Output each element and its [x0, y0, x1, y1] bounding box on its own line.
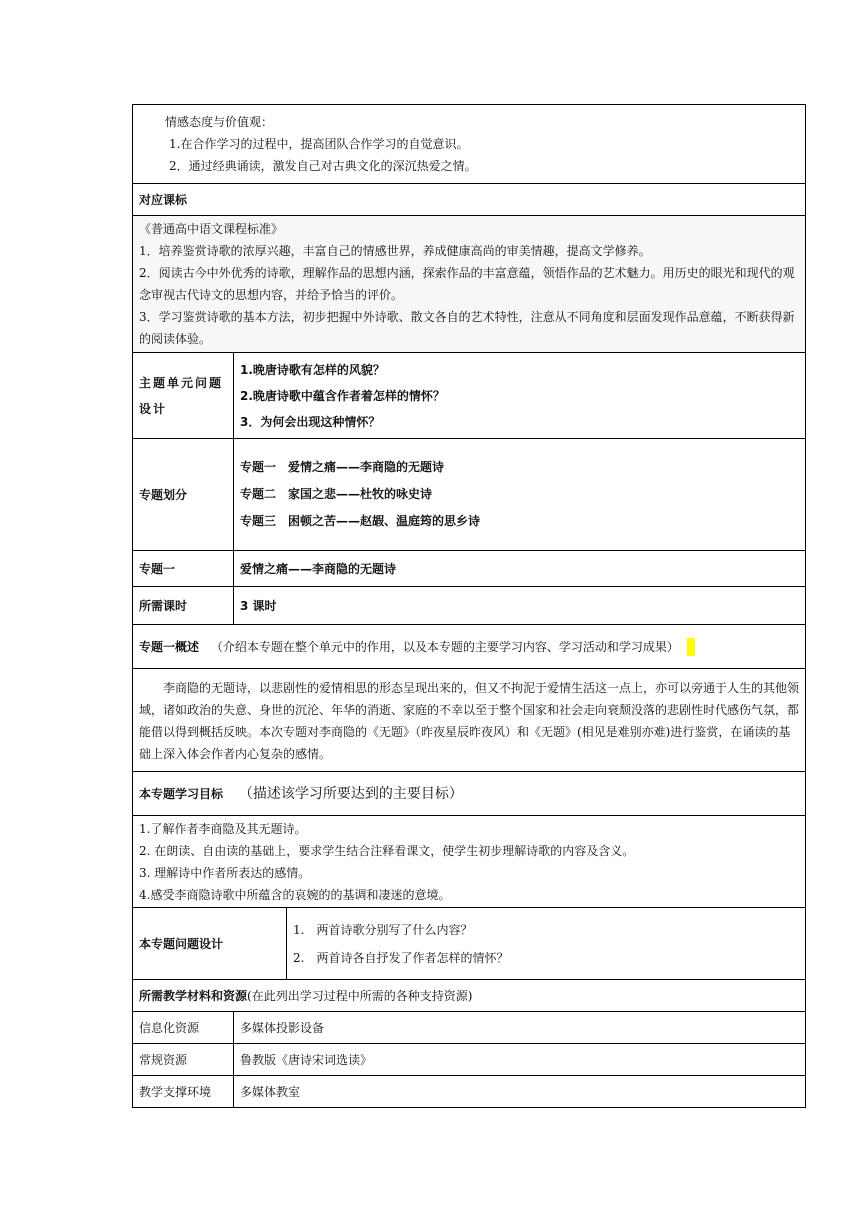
- topic-question-2: 2. 两首诗各自抒发了作者怎样的情怀？: [293, 951, 509, 965]
- goal-item-2: 2. 在朗读、自由读的基础上，要求学生结合注释看课文，使学生初步理解诗歌的内容及含义。: [139, 844, 635, 858]
- emotion-row: [133, 105, 805, 183]
- unit-question-1: 1.晚唐诗歌有怎样的风貌？: [240, 363, 385, 377]
- resources-header: [133, 985, 478, 1007]
- resource-label-1: 信息化资源: [139, 1020, 200, 1035]
- standards-item-1: 1．培养鉴赏诗歌的浓厚兴趣，丰富自己的情感世界，养成健康高尚的审美情趣，提高文学修养。: [139, 244, 651, 258]
- resource-label-3: 教学支撑环境: [139, 1084, 212, 1099]
- resource-value-1: 多媒体投影设备: [233, 1012, 805, 1043]
- standards-label: 对应课标: [139, 192, 188, 207]
- unit-question-3: 3．为何会出现这种情怀？: [240, 415, 381, 429]
- topic1-label: 专题一: [139, 561, 176, 576]
- resource-row-2: [133, 1043, 805, 1075]
- overview-text-row: [133, 668, 805, 771]
- topic-item-1: 专题一 爱情之痛——李商隐的无题诗: [240, 460, 445, 474]
- overview-header: [133, 636, 701, 658]
- hours-label: 所需课时: [139, 598, 188, 613]
- resource-label-2: 常规资源: [139, 1052, 188, 1067]
- emotion-item-1: 1.在合作学习的过程中，提高团队合作学习的自觉意识。: [169, 137, 469, 151]
- topic1-row: [133, 550, 805, 586]
- standards-item-2: 2．阅读古今中外优秀的诗歌，理解作品的思想内涵，探索作品的丰富意蕴，领悟作品的艺术魅力。用历史的眼光和现代的观念审视古代诗文的思想内容，并给予恰当的评价。: [139, 266, 795, 302]
- standards-label-row: [133, 183, 805, 215]
- topic1-value: 爱情之痛——李商隐的无题诗: [233, 551, 805, 586]
- topic-item-3: 专题三 困顿之苦——赵嘏、温庭筠的思乡诗: [240, 514, 481, 528]
- emotion-cell: [133, 105, 805, 183]
- goals-note: （描述该学习所要达到的主要目标）: [238, 785, 463, 802]
- lesson-plan-table: [132, 104, 806, 1108]
- unit-questions-row: [133, 352, 805, 438]
- topic-questions-label: 本专题问题设计: [139, 936, 224, 951]
- unit-questions-label: 主题单元问题设计: [139, 375, 224, 416]
- emotion-item-2: 2．通过经典诵读，激发自己对古典文化的深沉热爱之情。: [169, 159, 477, 173]
- overview-text: 李商隐的无题诗，以悲剧性的爱情相思的形态呈现出来的，但又不拘泥于爱情生活这一点上，亦可以旁通于人生的其他领域，诸如政治的失意、身世的沉沦、年华的消逝、家庭的不幸以至于整个国家和社会走向衰颓没落的悲剧性时代感伤气氛，都能借以得到概括反映。本次专题对李商隐的《无题》（昨夜星辰昨夜风）和《无题》(相见是难别亦难)进行鉴赏，在诵读的基础上深入体会作者内心复杂的感情。: [139, 681, 800, 761]
- standards-item-3: 3．学习鉴赏诗歌的基本方法，初步把握中外诗歌、散文各自的艺术特性，注意从不同角度和层面发现作品意蕴，不断获得新的阅读体验。: [139, 310, 795, 346]
- standards-row: [133, 215, 805, 352]
- standards-source: 《普通高中语文课程标准》: [139, 222, 284, 236]
- unit-questions-cell: [233, 353, 805, 438]
- goal-item-3: 3. 理解诗中作者所表达的感情。: [139, 866, 311, 880]
- highlight-mark: [687, 638, 695, 656]
- resource-value-2: 鲁教版《唐诗宋词选读》: [233, 1044, 805, 1075]
- hours-value: 3 课时: [233, 587, 805, 624]
- emotion-title: 情感态度与价值观：: [165, 115, 274, 129]
- goal-item-1: 1.了解作者李商隐及其无题诗。: [139, 822, 307, 836]
- overview-label: 专题一概述: [139, 639, 200, 654]
- goals-header: [133, 783, 469, 805]
- topic-question-1: 1. 两首诗歌分别写了什么内容？: [293, 923, 473, 937]
- hours-row: [133, 586, 805, 624]
- goals-label: 本专题学习目标: [139, 786, 224, 801]
- resources-note: (在此列出学习过程中所需的各种支持资源): [247, 988, 473, 1003]
- topics-cell: [233, 439, 805, 550]
- goals-header-row: [133, 771, 805, 815]
- goals-row: [133, 815, 805, 907]
- topic-questions-cell: [286, 908, 805, 979]
- topics-row: [133, 438, 805, 550]
- resource-row-1: [133, 1011, 805, 1043]
- goal-item-4: 4.感受李商隐诗歌中所蕴含的哀婉的的基调和凄迷的意境。: [139, 888, 451, 902]
- resources-label: 所需教学材料和资源: [139, 988, 248, 1003]
- overview-note: （介绍本专题在整个单元中的作用，以及本专题的主要学习内容、学习活动和学习成果）: [210, 639, 679, 654]
- topic-item-2: 专题二 家国之悲——杜牧的咏史诗: [240, 487, 433, 501]
- overview-header-row: [133, 624, 805, 668]
- resource-value-3: 多媒体教室: [233, 1076, 805, 1107]
- standards-cell: [133, 216, 805, 352]
- unit-question-2: 2.晚唐诗歌中蕴含作者着怎样的情怀？: [240, 389, 445, 403]
- goals-cell: [133, 816, 805, 907]
- topics-label: 专题划分: [139, 487, 188, 502]
- unit-questions-label-cell: [133, 353, 233, 438]
- resource-row-3: [133, 1075, 805, 1107]
- topic-questions-row: [133, 907, 805, 979]
- resources-header-row: [133, 979, 805, 1011]
